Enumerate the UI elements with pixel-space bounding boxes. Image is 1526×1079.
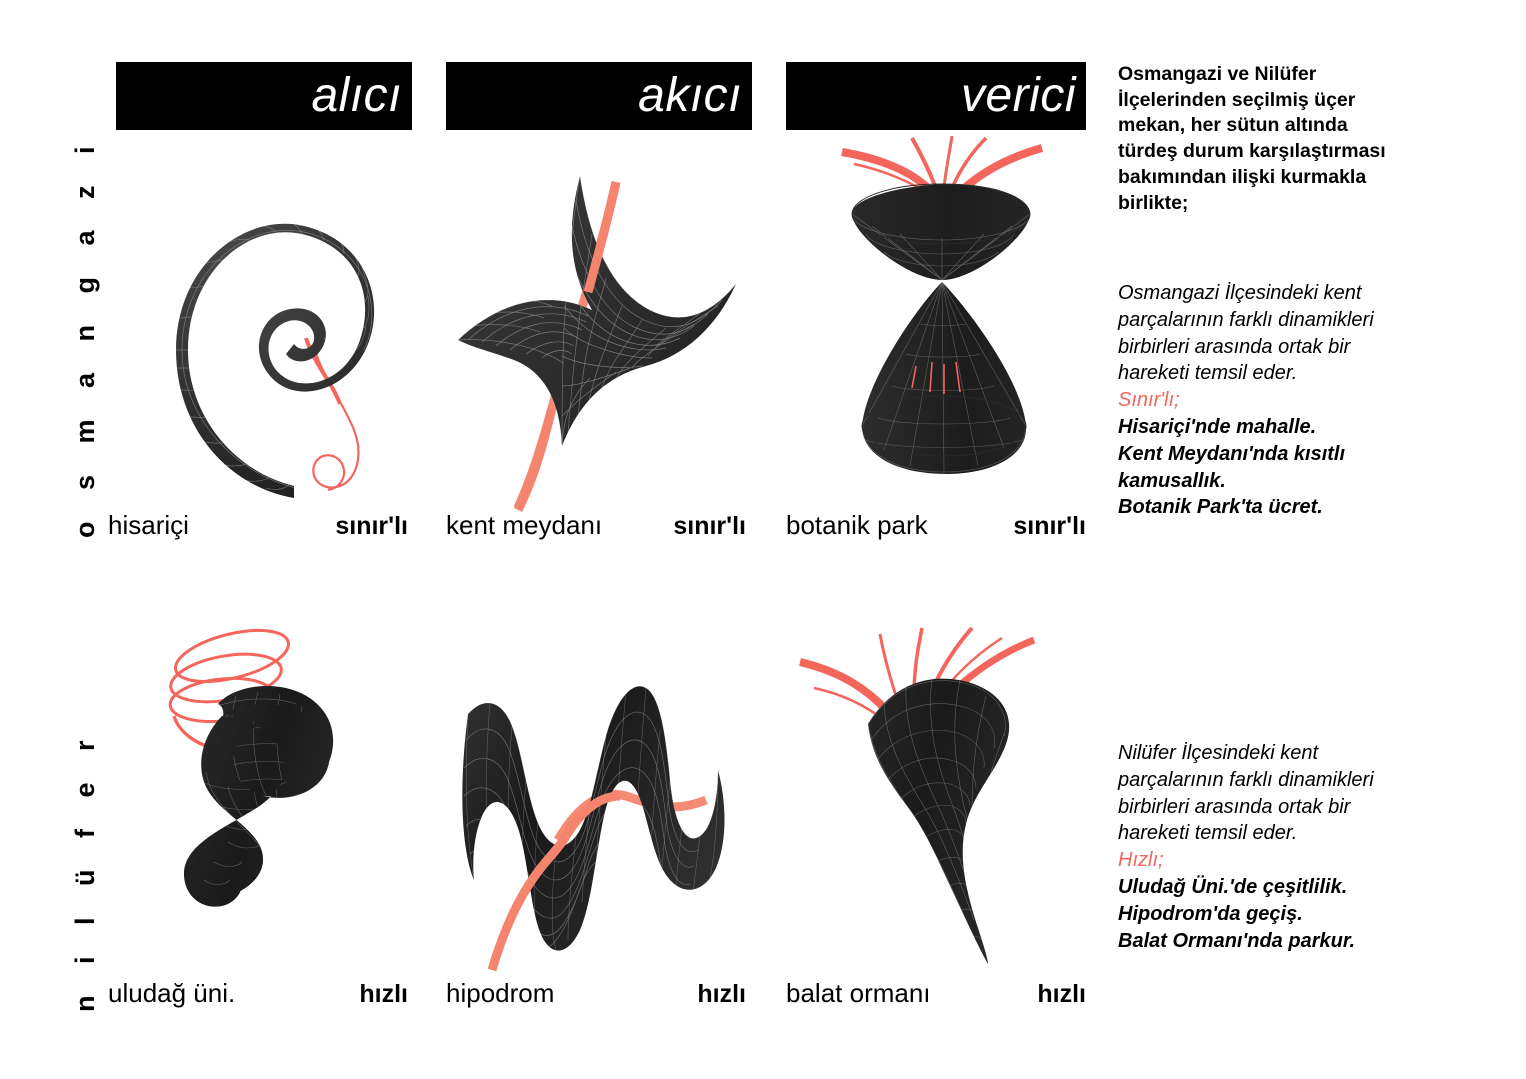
column-header-akici-label: akıcı [638, 69, 742, 122]
column-header-alici-label: alıcı [311, 69, 402, 122]
place-name-hisarici: hisariçi [108, 510, 189, 540]
osmangazi-note [1118, 280, 1410, 521]
place-name-uludag-uni: uludağ üni. [108, 978, 236, 1008]
place-name-kent-meydani: kent meydanı [446, 510, 603, 540]
tag-uludag-uni: hızlı [359, 980, 408, 1008]
row-label-nilufer: n i l ü f e r [70, 728, 100, 1012]
nilufer-note-line-2: Hipodrom'da geçiş. [1118, 902, 1303, 925]
intro-text: Osmangazi ve Nilüfer İlçelerinden seçilmiş üçer mekan, her sütun altında türdeş durum karşılaştırması bakımından ilişki kurmakla birlikte; [1118, 63, 1386, 214]
tag-kent-meydani: sınır'lı [673, 512, 746, 540]
caption-kent-meydani [446, 510, 746, 541]
figure-cell-kent-meydani [440, 160, 760, 520]
figure-cell-balat-ormani [780, 620, 1090, 980]
place-name-balat-ormani: balat ormanı [786, 978, 931, 1008]
double-cone-wireframe [780, 130, 1090, 510]
intro-paragraph [1118, 62, 1410, 216]
osmangazi-note-accent: Sınır'lı; [1118, 389, 1180, 412]
nilufer-note-accent: Hızlı; [1118, 849, 1164, 872]
figure-cell-uludag-uni [110, 606, 410, 986]
column-header-akici [446, 62, 752, 130]
osmangazi-note-line-3: Botanik Park'ta ücret. [1118, 496, 1323, 519]
figure-cell-botanik-park [780, 130, 1090, 510]
wave-ridge-wireframe [440, 640, 760, 980]
caption-balat-ormani [786, 978, 1086, 1009]
figure-cell-hipodrom [440, 640, 760, 980]
saddle-surface-wireframe [440, 160, 760, 520]
tag-botanik-park: sınır'lı [1013, 512, 1086, 540]
nilufer-note [1118, 740, 1410, 954]
column-header-alici [116, 62, 412, 130]
row-label-osmangazi: o s m a n g a z i [70, 134, 100, 538]
caption-hisarici [108, 510, 408, 541]
place-name-hipodrom: hipodrom [446, 978, 555, 1008]
figure-cell-hisarici [118, 168, 428, 518]
column-header-verici-label: verici [960, 69, 1076, 122]
nilufer-note-lead: Nilüfer İlçesindeki kent parçalarının farklı dinamikleri birbirleri arasında ortak bir hareketi temsil eder. [1118, 742, 1374, 845]
place-name-botanik-park: botanik park [786, 510, 928, 540]
osmangazi-note-line-2: Kent Meydanı'nda kısıtlı kamusallık. [1118, 442, 1346, 492]
osmangazi-note-line-1: Hisariçi'nde mahalle. [1118, 415, 1317, 438]
spiral-torus-wireframe [118, 168, 428, 518]
nilufer-note-line-3: Balat Ormanı'nda parkur. [1118, 929, 1356, 952]
caption-botanik-park [786, 510, 1086, 541]
osmangazi-note-lead: Osmangazi İlçesindeki kent parçalarının farklı dinamikleri birbirleri arasında ortak bir hareketi temsil eder. [1118, 282, 1374, 385]
trumpet-horn-wireframe [780, 620, 1090, 980]
column-header-verici [786, 62, 1086, 130]
tag-balat-ormani: hızlı [1037, 980, 1086, 1008]
caption-uludag-uni [108, 978, 408, 1009]
tag-hipodrom: hızlı [697, 980, 746, 1008]
nilufer-note-line-1: Uludağ Üni.'de çeşitlilik. [1118, 875, 1348, 898]
tag-hisarici: sınır'lı [335, 512, 408, 540]
caption-hipodrom [446, 978, 746, 1009]
twisted-bulb-wireframe [110, 606, 410, 986]
